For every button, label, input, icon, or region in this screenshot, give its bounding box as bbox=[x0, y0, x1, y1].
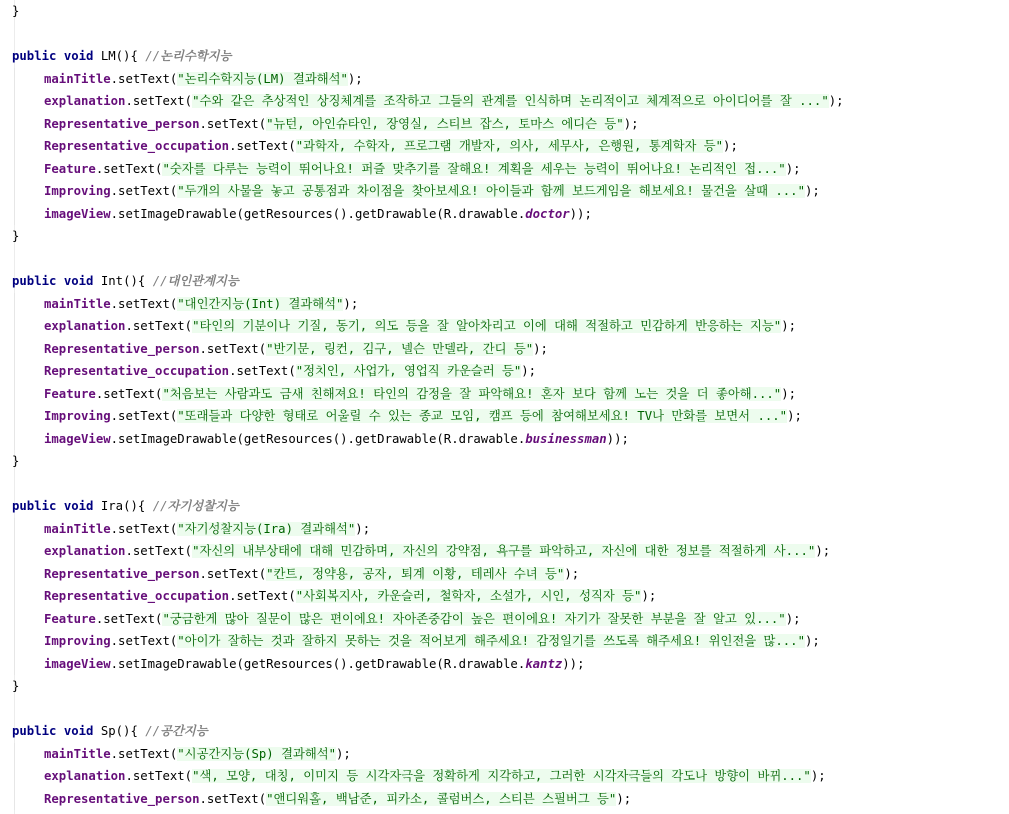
field-improving: Improving bbox=[44, 184, 111, 198]
string-literal: "처음보는 사람과도 금새 친해져요! 타인의 감정을 잘 파악해요! 혼자 보다 함께 노는 것을 더 좋아해..." bbox=[162, 386, 782, 401]
field-image-view: imageView bbox=[44, 656, 111, 671]
call-close: ); bbox=[804, 184, 820, 198]
code-line[interactable] bbox=[0, 428, 1009, 451]
code-line[interactable] bbox=[0, 450, 1009, 473]
code-line[interactable] bbox=[0, 113, 1009, 136]
method-call: .setText( bbox=[95, 161, 163, 176]
call-close: )); bbox=[569, 206, 592, 221]
keyword-public-void: public void bbox=[12, 724, 94, 738]
drawable-name: kantz bbox=[525, 656, 563, 671]
code-line[interactable] bbox=[0, 293, 1009, 316]
code-line[interactable] bbox=[0, 180, 1009, 203]
string-literal: "정치인, 사업가, 영업직 카운슬러 등" bbox=[295, 364, 522, 378]
method-call: .setText( bbox=[229, 589, 296, 603]
method-call: .setText( bbox=[95, 611, 163, 626]
field-rep-occupation: Representative_occupation bbox=[44, 364, 230, 378]
string-literal: "칸트, 정약용, 공자, 퇴계 이황, 테레사 수녀 등" bbox=[266, 566, 565, 581]
comment-slash: // bbox=[152, 499, 168, 513]
string-literal: "수와 같은 추상적인 상징체계를 조작하고 그들의 관계를 인식하며 논리적이고 체계적으로 아이디어를 잘 ..." bbox=[192, 94, 829, 108]
code-line[interactable] bbox=[0, 518, 1009, 541]
field-improving: Improving bbox=[44, 634, 111, 648]
method-call: .setText( bbox=[110, 634, 178, 648]
field-rep-occupation: Representative_occupation bbox=[44, 139, 230, 153]
close-brace: } bbox=[12, 454, 20, 468]
close-brace: } bbox=[12, 229, 20, 243]
method-call: .setText( bbox=[199, 791, 267, 806]
paren-brace: (){ bbox=[115, 49, 138, 63]
method-call: .setText( bbox=[125, 319, 193, 333]
field-main-title: mainTitle bbox=[44, 296, 111, 311]
call-close: ); bbox=[787, 409, 802, 423]
field-explanation: explanation bbox=[44, 544, 126, 558]
code-line[interactable] bbox=[0, 383, 1009, 406]
drawable-name: businessman bbox=[525, 431, 607, 446]
code-line[interactable] bbox=[0, 743, 1009, 766]
code-line[interactable] bbox=[0, 158, 1009, 181]
call-close: ); bbox=[815, 544, 831, 558]
code-line[interactable] bbox=[0, 405, 1009, 428]
call-close: ); bbox=[623, 116, 639, 131]
code-line[interactable] bbox=[0, 338, 1009, 361]
code-line[interactable] bbox=[0, 0, 1009, 23]
field-improving: Improving bbox=[44, 409, 111, 423]
code-line[interactable] bbox=[0, 788, 1009, 811]
call-close: ); bbox=[355, 521, 371, 536]
string-literal: "시공간지능(Sp) 결과해석" bbox=[177, 746, 337, 761]
call-close: ); bbox=[641, 589, 657, 603]
comment-text: 자기성찰지능 bbox=[167, 499, 239, 513]
call-close: ); bbox=[336, 746, 351, 761]
method-call: .setText( bbox=[95, 386, 163, 401]
method-call: .setText( bbox=[199, 116, 267, 131]
code-line[interactable] bbox=[0, 653, 1009, 676]
field-feature: Feature bbox=[44, 386, 96, 401]
method-call: .setImageDrawable(getResources().getDrawable(R.drawable. bbox=[110, 206, 526, 221]
method-call: .setText( bbox=[229, 139, 296, 153]
comment-text: 공간지능 bbox=[160, 724, 208, 738]
code-line[interactable] bbox=[0, 608, 1009, 631]
call-close: ); bbox=[781, 319, 797, 333]
close-brace: } bbox=[12, 679, 20, 693]
call-close: ); bbox=[804, 634, 820, 648]
call-close: ); bbox=[785, 611, 801, 626]
string-literal: "앤디워홀, 백남준, 피카소, 콜럼버스, 스티븐 스필버그 등" bbox=[266, 791, 617, 806]
call-close: )); bbox=[562, 656, 585, 671]
code-line[interactable] bbox=[0, 630, 1009, 653]
comment-slash: // bbox=[145, 49, 161, 63]
call-close: ); bbox=[785, 161, 801, 176]
string-literal: "또래들과 다양한 형태로 어울릴 수 있는 종교 모임, 캠프 등에 참여해보세요! TV나 만화를 보면서 ..." bbox=[177, 409, 788, 423]
string-literal: "숫자를 다루는 능력이 뛰어나요! 퍼즐 맞추기를 잘해요! 계획을 세우는 능력이 뛰어나요! 논리적인 접..." bbox=[162, 161, 786, 176]
method-call: .setText( bbox=[229, 364, 296, 378]
call-close: ); bbox=[616, 791, 632, 806]
code-line[interactable] bbox=[0, 225, 1009, 248]
string-literal: "궁금한게 많아 질문이 많은 편이에요! 자아존중감이 높은 편이에요! 자기가 잘못한 부분을 잘 알고 있..." bbox=[162, 611, 786, 626]
method-call: .setText( bbox=[110, 184, 178, 198]
method-call: .setText( bbox=[110, 296, 178, 311]
method-call: .setImageDrawable(getResources().getDrawable(R.drawable. bbox=[110, 656, 526, 671]
field-feature: Feature bbox=[44, 161, 96, 176]
field-rep-person: Representative_person bbox=[44, 566, 200, 581]
blank-line[interactable] bbox=[0, 23, 1009, 46]
method-declaration[interactable] bbox=[0, 720, 1009, 743]
call-close: ); bbox=[781, 386, 797, 401]
method-name: Ira bbox=[100, 499, 124, 513]
blank-line[interactable] bbox=[0, 473, 1009, 496]
comment-slash: // bbox=[152, 274, 168, 288]
field-explanation: explanation bbox=[44, 769, 126, 783]
method-declaration[interactable] bbox=[0, 270, 1009, 293]
comment bbox=[145, 724, 207, 738]
field-main-title: mainTitle bbox=[44, 71, 111, 86]
field-explanation: explanation bbox=[44, 319, 126, 333]
string-literal: "반기문, 링컨, 김구, 넬슨 만델라, 간디 등" bbox=[266, 341, 534, 356]
comment-slash: // bbox=[145, 724, 161, 738]
method-call: .setText( bbox=[125, 544, 193, 558]
blank-line[interactable] bbox=[0, 698, 1009, 721]
comment-text: 논리수학지능 bbox=[160, 49, 232, 63]
call-close: ); bbox=[347, 71, 363, 86]
field-rep-person: Representative_person bbox=[44, 341, 200, 356]
call-close: ); bbox=[810, 769, 826, 783]
method-call: .setImageDrawable(getResources().getDrawable(R.drawable. bbox=[110, 431, 526, 446]
keyword-public-void: public void bbox=[12, 499, 94, 513]
comment bbox=[145, 49, 231, 63]
string-literal: "자기성찰지능(Ira) 결과해석" bbox=[177, 521, 356, 536]
method-name: LM bbox=[100, 49, 116, 63]
code-line[interactable] bbox=[0, 585, 1009, 608]
keyword-public-void: public void bbox=[12, 274, 94, 288]
field-main-title: mainTitle bbox=[44, 746, 111, 761]
string-literal: "논리수학지능(LM) 결과해석" bbox=[177, 71, 348, 86]
call-close: ); bbox=[723, 139, 738, 153]
call-close: ); bbox=[343, 296, 359, 311]
field-main-title: mainTitle bbox=[44, 521, 111, 536]
comment bbox=[153, 274, 239, 288]
code-line[interactable] bbox=[0, 563, 1009, 586]
call-close: ); bbox=[533, 341, 548, 356]
paren-brace: (){ bbox=[115, 724, 138, 738]
method-call: .setText( bbox=[125, 94, 193, 108]
blank-line[interactable] bbox=[0, 248, 1009, 271]
method-declaration[interactable] bbox=[0, 495, 1009, 518]
string-literal: "대인간지능(Int) 결과해석" bbox=[177, 296, 344, 311]
field-rep-occupation: Representative_occupation bbox=[44, 589, 230, 603]
code-line[interactable] bbox=[0, 675, 1009, 698]
string-literal: "아이가 잘하는 것과 잘하지 못하는 것을 적어보게 해주세요! 감정일기를 쓰도록 해주세요! 위인전을 많..." bbox=[177, 634, 805, 648]
method-name: Sp bbox=[100, 724, 116, 738]
string-literal: "과학자, 수학자, 프로그램 개발자, 의사, 세무사, 은행원, 통계학자 등" bbox=[295, 139, 724, 153]
field-feature: Feature bbox=[44, 611, 96, 626]
paren-brace: (){ bbox=[123, 499, 146, 513]
string-literal: "타인의 기분이나 기질, 동기, 의도 등을 잘 알아차리고 이에 대해 적절하고 민감하게 반응하는 지능" bbox=[192, 319, 782, 333]
drawable-name: doctor bbox=[525, 206, 570, 221]
string-literal: "사회복지사, 카운슬러, 철학자, 소설가, 시인, 성직자 등" bbox=[295, 589, 642, 603]
method-call: .setText( bbox=[125, 769, 193, 783]
field-rep-person: Representative_person bbox=[44, 791, 200, 806]
field-explanation: explanation bbox=[44, 94, 126, 108]
code-line[interactable] bbox=[0, 68, 1009, 91]
method-name: Int bbox=[100, 274, 124, 288]
method-call: .setText( bbox=[110, 746, 178, 761]
close-brace: } bbox=[12, 4, 20, 18]
comment-text: 대인관계지능 bbox=[167, 274, 239, 288]
code-line[interactable] bbox=[0, 765, 1009, 788]
paren-brace: (){ bbox=[123, 274, 146, 288]
call-close: ); bbox=[564, 566, 580, 581]
code-line[interactable] bbox=[0, 315, 1009, 338]
field-image-view: imageView bbox=[44, 206, 111, 221]
string-literal: "자신의 내부상태에 대해 민감하며, 자신의 강약점, 욕구를 파악하고, 자신에 대한 정보를 적절하게 사..." bbox=[192, 544, 816, 558]
method-call: .setText( bbox=[199, 566, 267, 581]
field-image-view: imageView bbox=[44, 431, 111, 446]
method-declaration[interactable] bbox=[0, 45, 1009, 68]
field-rep-person: Representative_person bbox=[44, 116, 200, 131]
call-close: ); bbox=[828, 94, 844, 108]
code-line[interactable] bbox=[0, 360, 1009, 383]
method-call: .setText( bbox=[110, 521, 178, 536]
code-line[interactable] bbox=[0, 90, 1009, 113]
keyword-public-void: public void bbox=[12, 49, 94, 63]
code-line[interactable] bbox=[0, 203, 1009, 226]
string-literal: "뉴턴, 아인슈타인, 장영실, 스티브 잡스, 토마스 에디슨 등" bbox=[266, 116, 624, 131]
comment bbox=[153, 499, 239, 513]
string-literal: "색, 모양, 대칭, 이미지 등 시각자극을 정확하게 지각하고, 그러한 시각자극들의 각도나 방향이 바뀌..." bbox=[192, 769, 811, 783]
code-line[interactable] bbox=[0, 135, 1009, 158]
call-close: )); bbox=[606, 431, 629, 446]
method-call: .setText( bbox=[199, 341, 267, 356]
method-call: .setText( bbox=[110, 409, 178, 423]
code-line[interactable] bbox=[0, 540, 1009, 563]
string-literal: "두개의 사물을 놓고 공통점과 차이점을 찾아보세요! 아이들과 함께 보드게임을 해보세요! 물건을 살때 ..." bbox=[177, 184, 805, 198]
method-call: .setText( bbox=[110, 71, 178, 86]
call-close: ); bbox=[521, 364, 537, 378]
